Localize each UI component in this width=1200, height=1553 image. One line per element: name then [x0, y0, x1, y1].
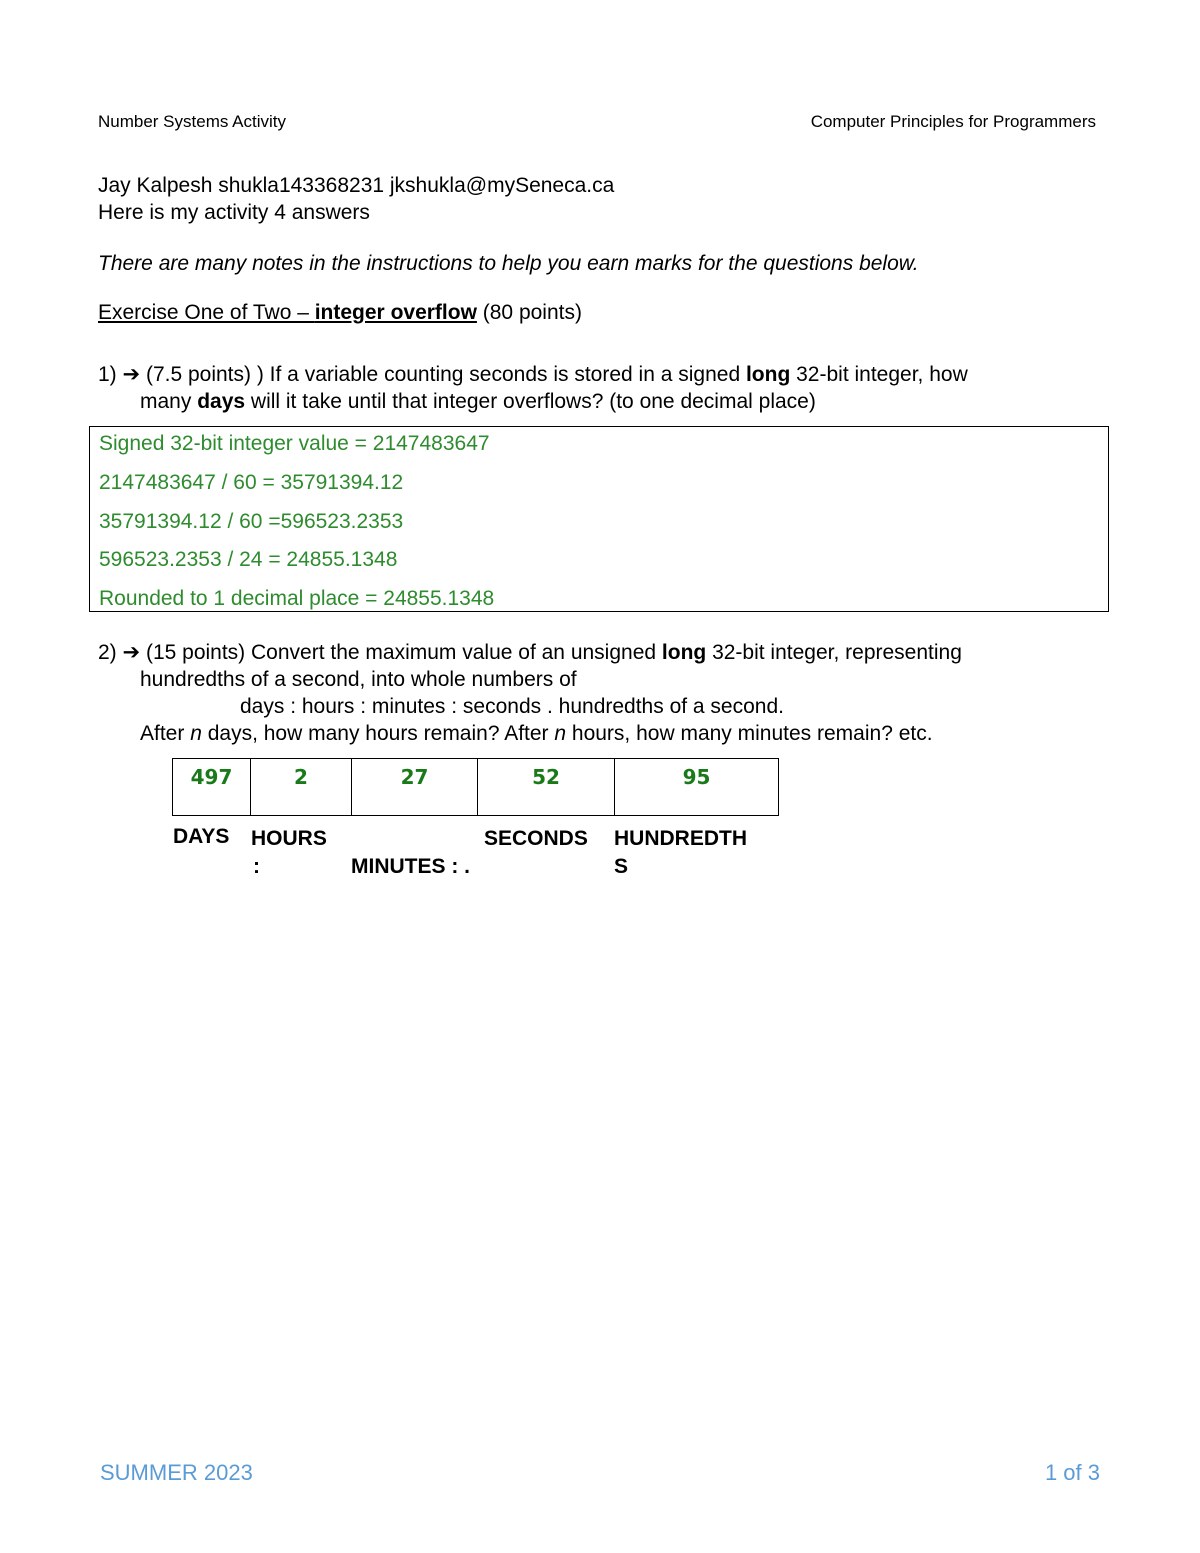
exercise-title-prefix: Exercise One of Two – — [98, 301, 315, 324]
q1-answer-5: Rounded to 1 decimal place = 24855.1348 — [99, 587, 495, 610]
hundredths-value-cell: 95 — [615, 759, 779, 816]
exercise-title-bold: integer overflow — [314, 301, 477, 324]
q1-answer-4: 596523.2353 / 24 = 24855.1348 — [99, 548, 398, 571]
q1-line2 — [140, 388, 816, 415]
q2-line4-b: days, how many hours remain? After — [201, 722, 555, 745]
q2-line4-a: After — [140, 722, 191, 745]
q1-bold-long: long — [745, 363, 791, 386]
seconds-value-cell: 52 — [478, 759, 615, 816]
header-right: Computer Principles for Programmers — [810, 112, 1096, 131]
q1-number: 1) — [98, 363, 123, 386]
days-label: DAYS — [173, 825, 230, 848]
hours-label: HOURS — [251, 827, 327, 850]
name-line: Jay Kalpesh shukla143368231 jkshukla@mySeneca.ca — [98, 174, 615, 197]
instructions-note: There are many notes in the instructions to help you earn marks for the questions below. — [98, 252, 919, 275]
exercise-title — [98, 299, 582, 326]
q2-line3: days : hours : minutes : seconds . hundredths of a second. — [240, 695, 784, 718]
q2-bold-long: long — [661, 641, 707, 664]
minutes-label: MINUTES : . — [351, 855, 470, 878]
header-left: Number Systems Activity — [98, 112, 286, 131]
q2-text-b: 32-bit integer, representing — [706, 641, 962, 664]
hours-colon-label: : — [253, 855, 260, 878]
q1-text-a: (7.5 points) ) If a variable counting seconds is stored in a signed — [140, 363, 746, 386]
q1-answer-1: Signed 32-bit integer value = 2147483647 — [99, 432, 490, 455]
time-breakdown-table — [172, 758, 779, 816]
q2-number: 2) — [98, 641, 123, 664]
hundredths-label-2: S — [614, 855, 629, 878]
arrow-icon: ➔ — [122, 363, 141, 386]
q2-line4-c: hours, how many minutes remain? etc. — [566, 722, 933, 745]
q1-answer-box — [89, 426, 1109, 612]
q1-line2-a: many — [140, 390, 198, 413]
q1-text-b: 32-bit integer, how — [790, 363, 968, 386]
q1-answer-2: 2147483647 / 60 = 35791394.12 — [99, 471, 404, 494]
q2-n1: n — [190, 722, 202, 745]
days-value-cell: 497 — [173, 759, 251, 816]
arrow-icon: ➔ — [122, 641, 141, 664]
q2-n2: n — [554, 722, 567, 745]
exercise-title-suffix: (80 points) — [476, 301, 582, 324]
footer-page-number: 1 of 3 — [1044, 1460, 1100, 1485]
minutes-value-cell: 27 — [352, 759, 478, 816]
q2-text-a: (15 points) Convert the maximum value of an unsigned — [140, 641, 662, 664]
seconds-label: SECONDS — [484, 827, 588, 850]
table-row — [173, 759, 779, 816]
q1-line1 — [98, 361, 968, 388]
hundredths-label-1: HUNDREDTH — [614, 827, 747, 850]
footer-term: SUMMER 2023 — [100, 1460, 253, 1485]
q1-bold-days: days — [197, 390, 246, 413]
q2-line2: hundredths of a second, into whole numbers of — [140, 668, 577, 691]
hours-value-cell: 2 — [251, 759, 352, 816]
q1-answer-3: 35791394.12 / 60 =596523.2353 — [99, 510, 404, 533]
q2-line1 — [98, 639, 962, 666]
answers-line: Here is my activity 4 answers — [98, 201, 370, 224]
q1-line2-b: will it take until that integer overflows? (to one decimal place) — [245, 390, 816, 413]
q2-line4 — [140, 720, 933, 747]
